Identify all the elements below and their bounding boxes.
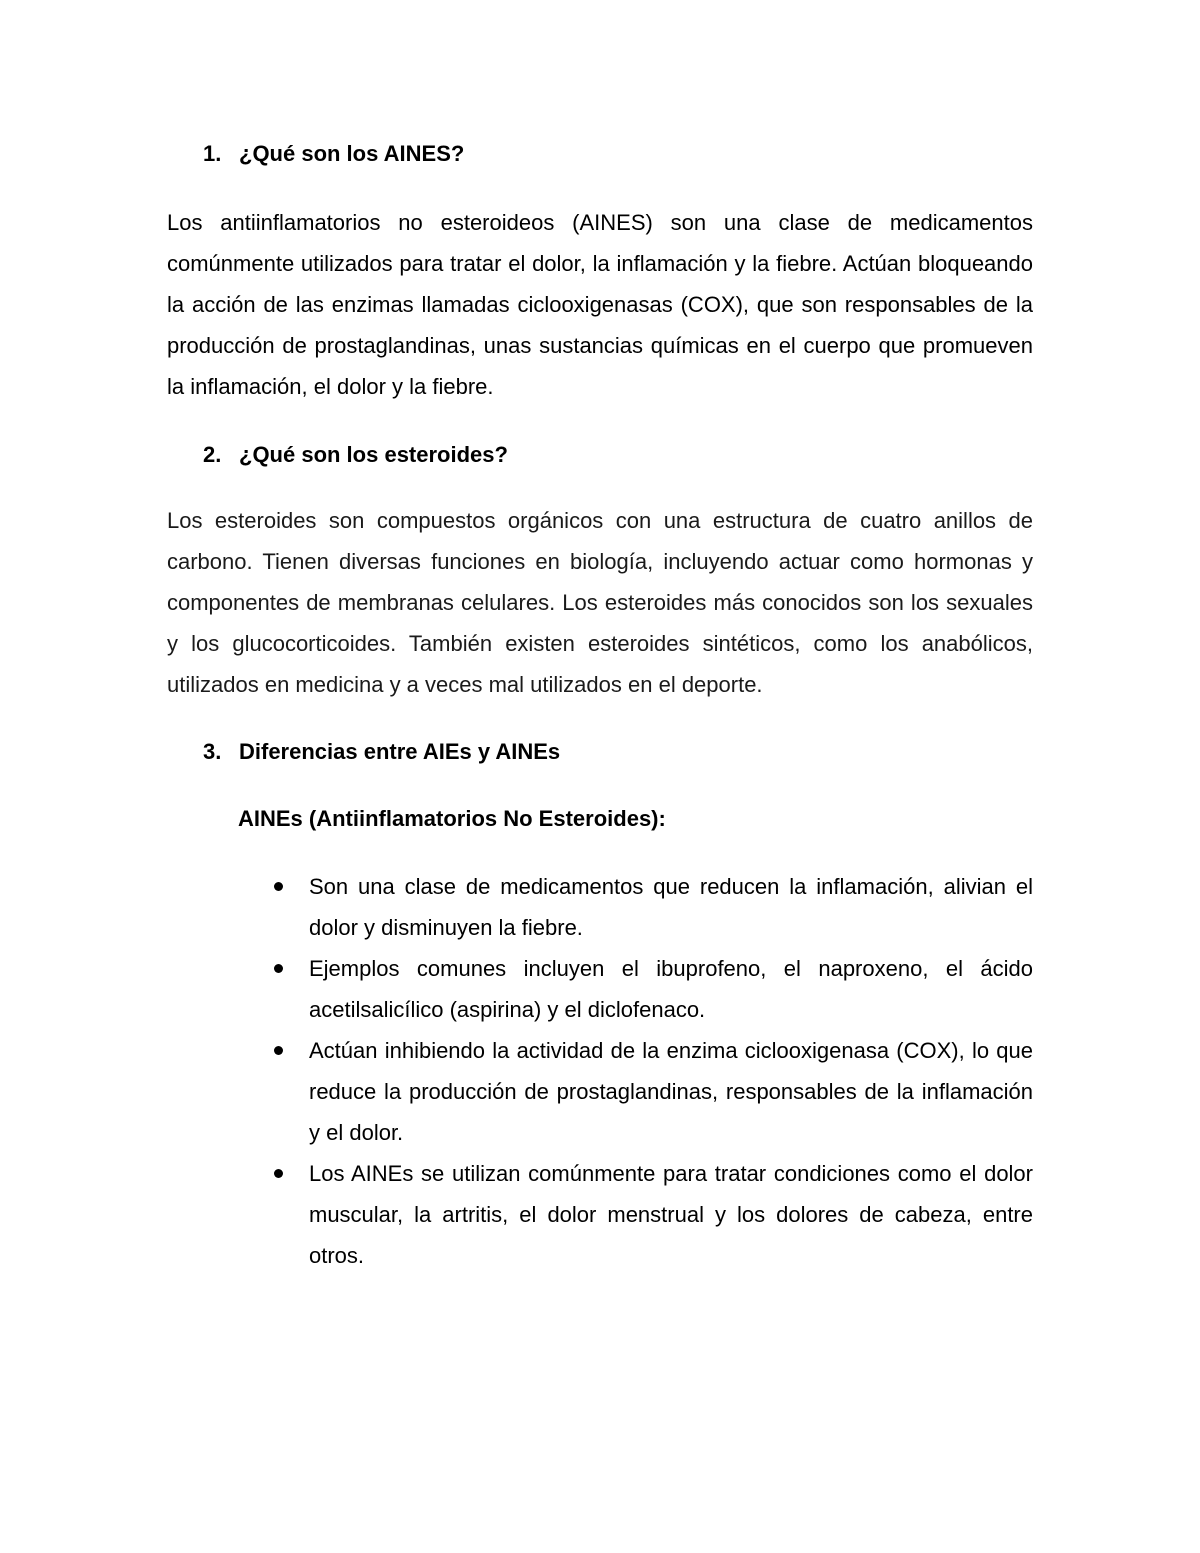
- section-3-heading: [203, 738, 560, 766]
- list-item-text: Son una clase de medicamentos que reducen la inflamación, alivian el dolor y disminuyen la fiebre.: [309, 874, 1033, 940]
- list-item-text: Actúan inhibiendo la actividad de la enzima ciclooxigenasa (COX), lo que reduce la producción de prostaglandinas, responsables de la inflamación y el dolor.: [309, 1038, 1033, 1145]
- aines-bullet-list: [309, 866, 1033, 1276]
- list-item-text: Ejemplos comunes incluyen el ibuprofeno, el naproxeno, el ácido acetilsalicílico (aspirina) y el diclofenaco.: [309, 956, 1033, 1022]
- section-1-heading: [203, 140, 464, 168]
- list-item-text: Los AINEs se utilizan comúnmente para tratar condiciones como el dolor muscular, la artritis, el dolor menstrual y los dolores de cabeza, entre otros.: [309, 1161, 1033, 1268]
- section-2-title: ¿Qué son los esteroides?: [239, 442, 508, 467]
- list-item: [309, 866, 1033, 948]
- list-item: [309, 1030, 1033, 1153]
- section-2-paragraph: Los esteroides son compuestos orgánicos con una estructura de cuatro anillos de carbono. Tienen diversas funciones en biología, incluyendo actuar como hormonas y componentes de membranas celulares. Los esteroides más conocidos son los sexuales y los glucocorticoides. También existen esteroides sintéticos, como los anabólicos, utilizados en medicina y a veces mal utilizados en el deporte.: [167, 508, 1033, 697]
- section-3-number: 3.: [203, 739, 222, 764]
- section-1-number: 1.: [203, 141, 222, 166]
- bullet-icon: [274, 1046, 283, 1055]
- bullet-icon: [274, 1169, 283, 1178]
- aines-subheading: AINEs (Antiinflamatorios No Esteroides):: [238, 806, 666, 831]
- section-2-heading: [203, 441, 508, 469]
- bullet-icon: [274, 964, 283, 973]
- section-2-number: 2.: [203, 442, 222, 467]
- list-item: [309, 948, 1033, 1030]
- bullet-icon: [274, 882, 283, 891]
- section-3-title: Diferencias entre AIEs y AINEs: [239, 739, 561, 764]
- list-item: [309, 1153, 1033, 1276]
- section-1-title: ¿Qué son los AINES?: [239, 141, 465, 166]
- section-1-paragraph: Los antiinflamatorios no esteroideos (AINES) son una clase de medicamentos comúnmente utilizados para tratar el dolor, la inflamación y la fiebre. Actúan bloqueando la acción de las enzimas llamadas ciclooxigenasas (COX), que son responsables de la producción de prostaglandinas, unas sustancias químicas en el cuerpo que promueven la inflamación, el dolor y la fiebre.: [167, 210, 1033, 399]
